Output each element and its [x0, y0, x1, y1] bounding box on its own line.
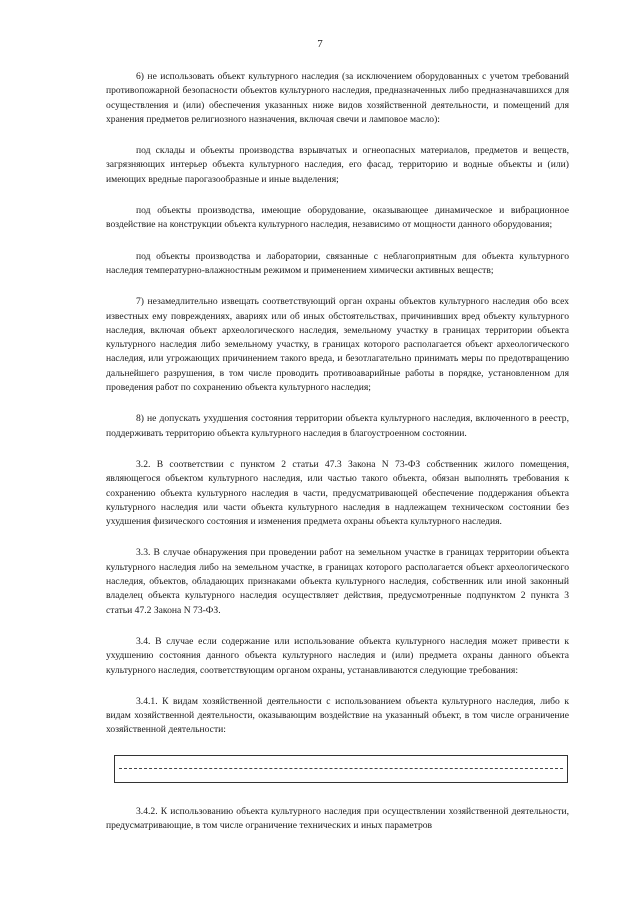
paragraph-warehouses: под склады и объекты производства взрывчатых и огнеопасных материалов, предметов и веществ, загрязняющих интерьер объекта культурного наследия, его фасад, территорию и водные объекты и (или) имеющих вредные парогазообразные и иные выделения;: [106, 145, 569, 185]
document-body: [106, 70, 569, 850]
paragraph-6: 6) не использовать объект культурного наследия (за исключением оборудованных с учетом требований противопожарной безопасности объектов культурного наследия, предназначенных либо предназначавшихся для осуществления и (или) обеспечения указанных ниже видов хозяйственной деятельности, и помещений для хранения предметов религиозного назначения, включая свечи и ламповое масло):: [106, 71, 569, 125]
paragraph-3-3: 3.3. В случае обнаружения при проведении работ на земельном участке в границах территории объекта культурного наследия либо на земельном участке, в границах которого располагается объект археологического наследия, объектов, обладающих признаками объекта культурного наследия, собственник или иной законный владелец объекта культурного наследия осуществляет действия, предусмотренные подпунктом 2 пункта 3 статьи 47.2 Закона N 73-ФЗ.: [106, 547, 569, 616]
paragraph-3-2: 3.2. В соответствии с пунктом 2 статьи 47.3 Закона N 73-ФЗ собственник жилого помещения, являющегося объектом культурного наследия, или частью такого объекта, обязан выполнять требования к сохранению объекта культурного наследия в части, предусматривающей обеспечение поддержания объекта культурного наследия или части объекта культурного наследия в надлежащем техническом состоянии без ухудшения физического состояния и изменения предмета охраны объекта культурного наследия.: [106, 458, 569, 528]
paragraph-8: 8) не допускать ухудшения состояния территории объекта культурного наследия, включенного в реестр, поддерживать территорию объекта культурного наследия в благоустроенном состоянии.: [106, 413, 569, 439]
fill-in-line: [119, 768, 563, 769]
paragraph-laboratories: под объекты производства и лаборатории, связанные с неблагоприятным для объекта культурного наследия температурно-влажностным режимом и применением химически активных веществ;: [106, 250, 569, 276]
page-number: 7: [317, 38, 323, 50]
paragraph-production: под объекты производства, имеющие оборудование, оказывающее динамическое и вибрационное воздействие на конструкции объекта культурного наследия, независимо от мощности данного оборудования;: [106, 205, 569, 231]
paragraph-3-4-2: 3.4.2. К использованию объекта культурного наследия при осуществлении хозяйственной деятельности, предусматривающие, в том числе ограничение технических и иных параметров: [106, 805, 569, 831]
fill-in-box[interactable]: [114, 755, 568, 783]
paragraph-3-4-1: 3.4.1. К видам хозяйственной деятельности с использованием объекта культурного наследия, либо к видам хозяйственной деятельности, оказывающим воздействие на указанный объект, в том числе ограничение хозяйственной деятельности:: [106, 695, 569, 736]
paragraph-7: 7) незамедлительно извещать соответствующий орган охраны объектов культурного наследия обо всех известных ему повреждениях, авариях или об иных обстоятельствах, причинивших вред объекту культурного наследия, включая объект археологического наследия, земельному участку в границах территории объекта культурного наследия либо земельному участку, в границах которого располагается объект археологического наследия, или угрожающих причинением такого вреда, и безотлагательно принимать меры по предотвращению дальнейшего разрушения, в том числе проводить противоаварийные работы в порядке, установленном для проведения работ по сохранению объекта культурного наследия;: [106, 296, 569, 394]
paragraph-3-4: 3.4. В случае если содержание или использование объекта культурного наследия может привести к ухудшению состояния данного объекта культурного наследия и (или) предмета охраны данного объекта культурного наследия, соответствующим органом охраны, устанавливаются следующие требования:: [106, 635, 569, 676]
